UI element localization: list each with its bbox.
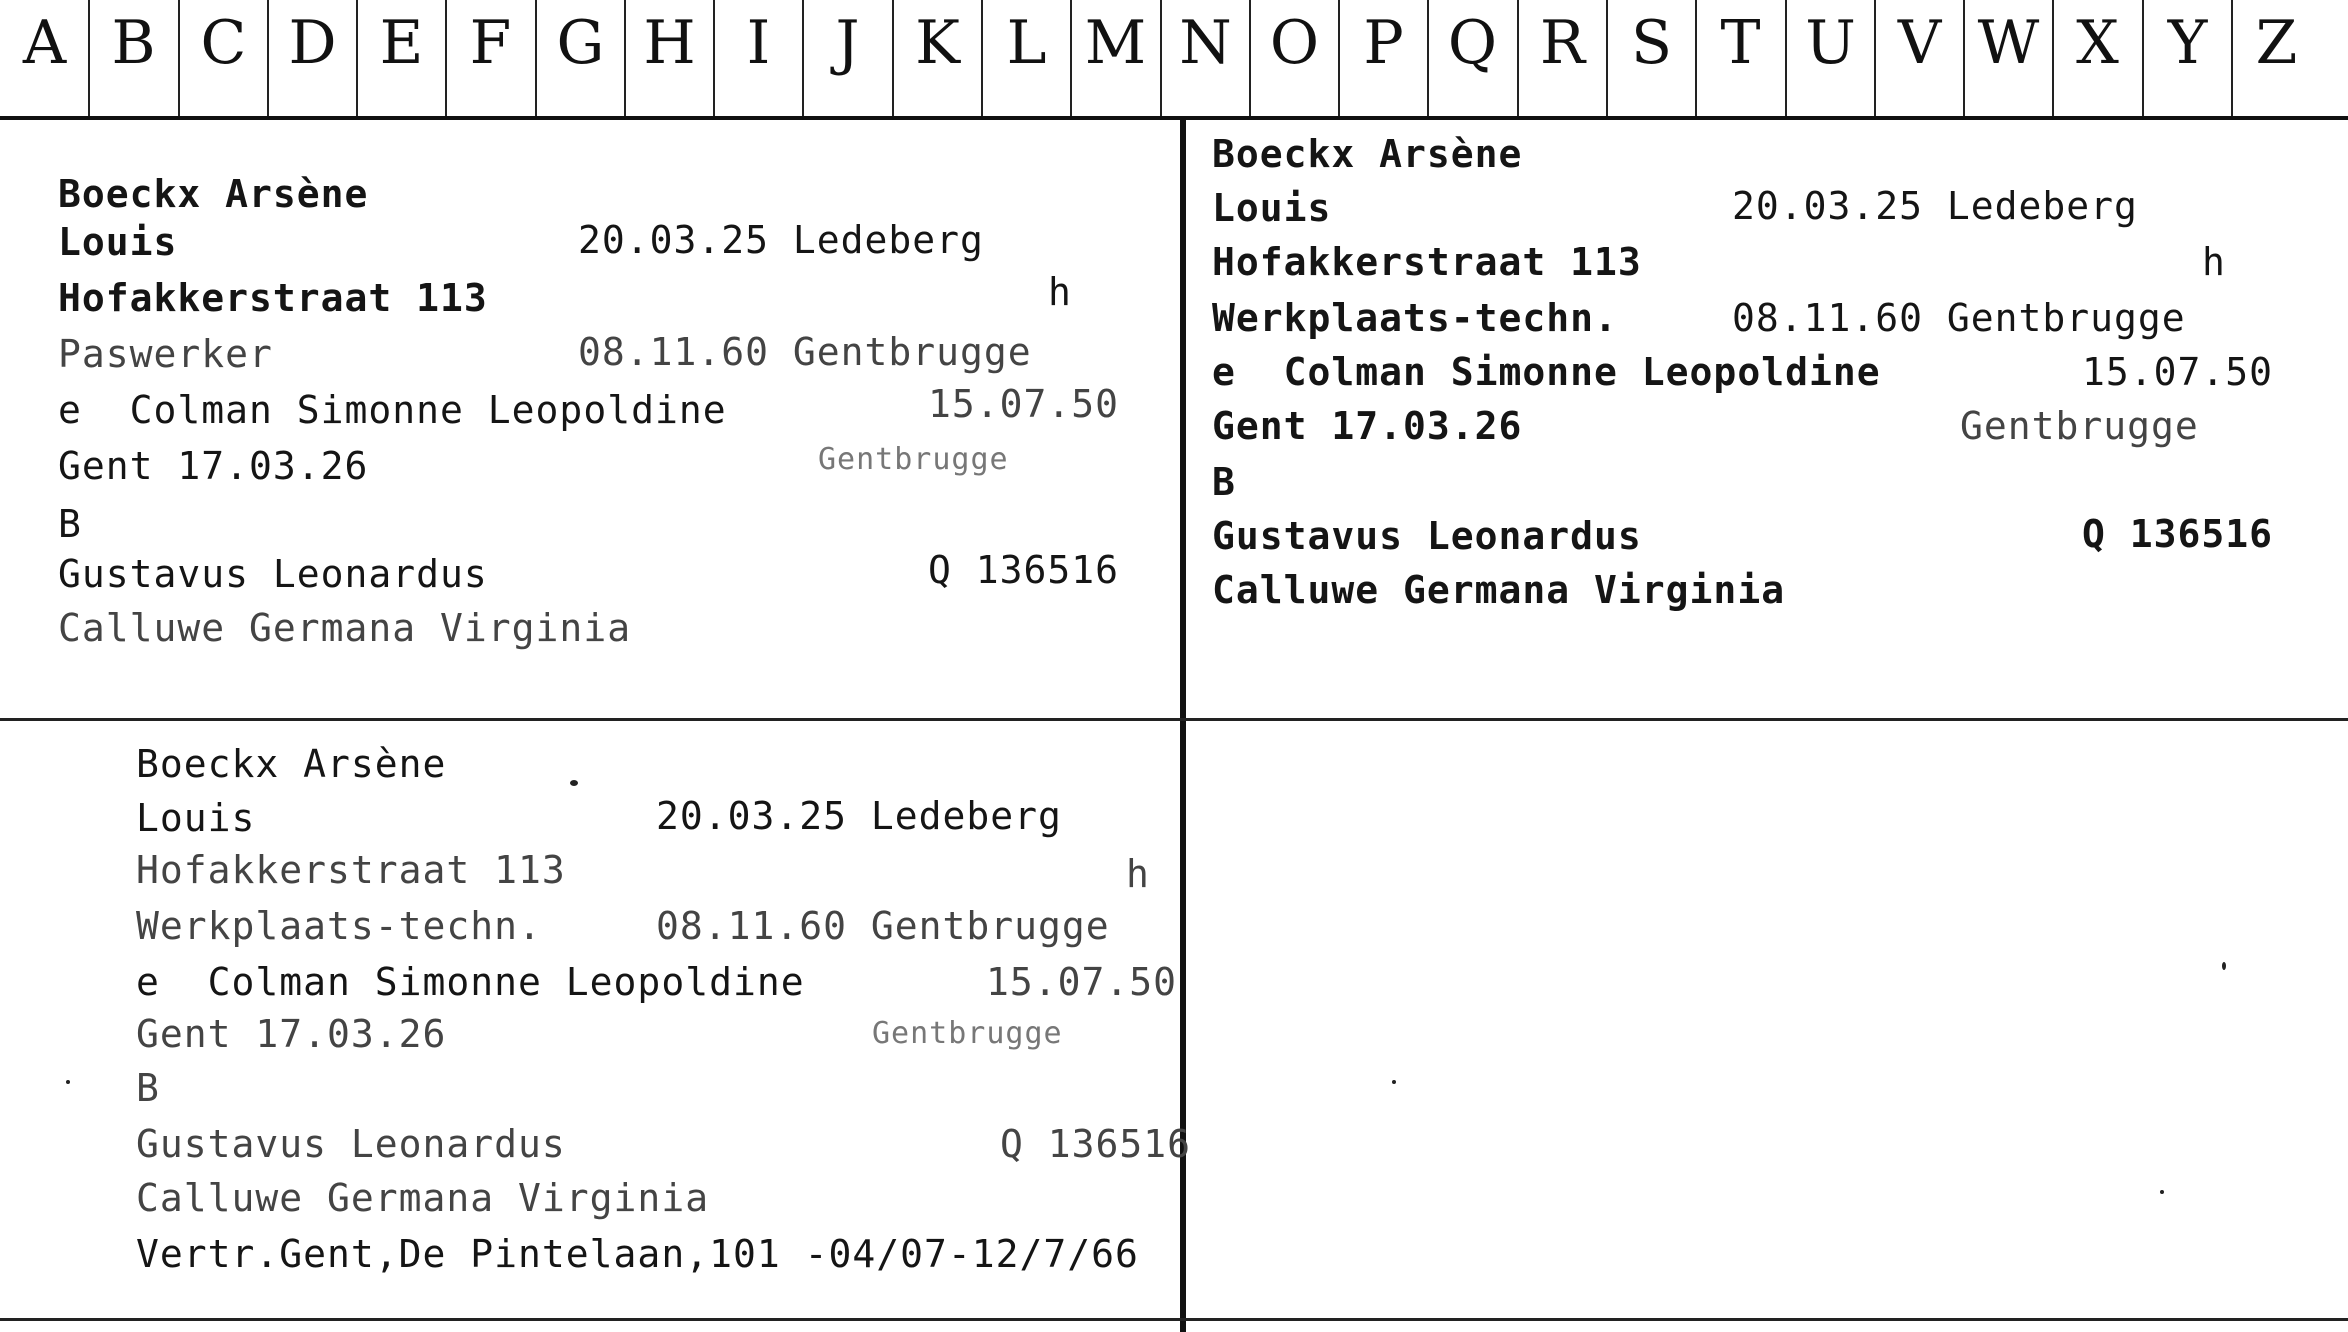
alphabet-separator [802, 0, 804, 116]
alphabet-letter-t: T [1720, 8, 1761, 78]
alphabet-separator [535, 0, 537, 116]
card-registration: 08.11.60 Gentbrugge [1732, 296, 2186, 340]
alphabet-letter-s: S [1630, 8, 1673, 78]
card-birth: 20.03.25 Ledeberg [1732, 184, 2138, 228]
card-address: Hofakkerstraat 113 [58, 276, 488, 320]
alphabet-separator [892, 0, 894, 116]
card-mother: Calluwe Germana Virginia [1212, 568, 1786, 612]
alphabet-separator [445, 0, 447, 116]
card-name: Boeckx Arsène [58, 172, 369, 216]
alphabet-separator [1785, 0, 1787, 116]
alphabet-separator [1338, 0, 1340, 116]
card-number: Q 136516 [928, 548, 1120, 592]
card-first-name: Louis [1212, 186, 1332, 230]
card-place: Gentbrugge [872, 1016, 1063, 1051]
card-father: Gustavus Leonardus [58, 552, 488, 596]
alphabet-letter-y: Y [2167, 8, 2208, 78]
alphabet-index-header [0, 0, 2348, 120]
alphabet-letter-f: F [469, 8, 512, 78]
alphabet-letter-m: M [1084, 8, 1147, 78]
card-birth: 20.03.25 Ledeberg [656, 794, 1062, 838]
card-marker: h [2202, 240, 2226, 284]
card-birthplace: Gent 17.03.26 [58, 444, 369, 488]
alphabet-letter-i: I [746, 8, 771, 78]
alphabet-letter-v: V [1897, 8, 1942, 78]
alphabet-letter-w: W [1977, 8, 2040, 78]
card-marker: h [1126, 852, 1150, 896]
card-mother: Calluwe Germana Virginia [136, 1176, 710, 1220]
card-father: Gustavus Leonardus [136, 1122, 566, 1166]
index-card-bottom-left [136, 742, 1192, 1312]
card-address: Hofakkerstraat 113 [136, 848, 566, 892]
alphabet-separator [624, 0, 626, 116]
scan-speck [2160, 1190, 2164, 1194]
card-occupation: Werkplaats-techn. [136, 904, 542, 948]
alphabet-letter-k: K [915, 8, 960, 78]
index-card-top-left [58, 172, 1158, 692]
card-birthplace: Gent 17.03.26 [1212, 404, 1523, 448]
card-occupation: Paswerker [58, 332, 273, 376]
card-place: Gentbrugge [1960, 404, 2199, 448]
alphabet-separator [2231, 0, 2233, 116]
alphabet-separator [267, 0, 269, 116]
card-marker: h [1048, 270, 1072, 314]
index-card-top-right [1212, 132, 2332, 652]
alphabet-letter-d: D [288, 8, 337, 78]
card-mother: Calluwe Germana Virginia [58, 606, 632, 650]
card-divider-bottom [0, 1318, 2348, 1321]
alphabet-letter-g: G [556, 8, 605, 78]
card-first-name: Louis [136, 796, 256, 840]
card-category: B [136, 1066, 160, 1110]
alphabet-separator [1606, 0, 1608, 116]
card-spouse: e Colman Simonne Leopoldine [1212, 350, 1881, 394]
card-registration: 08.11.60 Gentbrugge [656, 904, 1110, 948]
card-divider-horizontal [0, 718, 2348, 721]
alphabet-separator [1874, 0, 1876, 116]
card-name: Boeckx Arsène [1212, 132, 1523, 176]
alphabet-separator [981, 0, 983, 116]
card-spouse-date: 15.07.50 [2082, 350, 2274, 394]
alphabet-letter-b: B [111, 8, 156, 78]
alphabet-separator [2142, 0, 2144, 116]
card-number: Q 136516 [2082, 512, 2274, 556]
alphabet-separator [1517, 0, 1519, 116]
alphabet-letter-l: L [1006, 8, 1047, 78]
alphabet-letter-q: Q [1447, 8, 1498, 78]
card-spouse: e Colman Simonne Leopoldine [58, 388, 727, 432]
alphabet-separator [1695, 0, 1697, 116]
alphabet-separator [88, 0, 90, 116]
scan-speck [1392, 1080, 1396, 1084]
card-note: Vertr.Gent,De Pintelaan,101 -04/07-12/7/66 [136, 1232, 1139, 1276]
alphabet-letter-h: H [643, 8, 696, 78]
alphabet-separator [178, 0, 180, 116]
alphabet-letter-n: N [1179, 8, 1232, 78]
card-address: Hofakkerstraat 113 [1212, 240, 1642, 284]
scan-speck [2222, 962, 2226, 970]
card-spouse-date: 15.07.50 [928, 382, 1120, 426]
card-spouse-date: 15.07.50 [986, 960, 1178, 1004]
card-number: Q 136516 [1000, 1122, 1192, 1166]
alphabet-letter-x: X [2076, 8, 2119, 78]
alphabet-letter-a: A [22, 8, 67, 78]
alphabet-letter-e: E [379, 8, 424, 78]
card-birth: 20.03.25 Ledeberg [578, 218, 984, 262]
alphabet-separator [1963, 0, 1965, 116]
card-registration: 08.11.60 Gentbrugge [578, 330, 1032, 374]
alphabet-letter-z: Z [2255, 8, 2298, 78]
alphabet-separator [1070, 0, 1072, 116]
alphabet-letter-u: U [1805, 8, 1856, 78]
alphabet-letter-o: O [1269, 8, 1320, 78]
alphabet-separator [356, 0, 358, 116]
alphabet-separator [2052, 0, 2054, 116]
alphabet-separator [713, 0, 715, 116]
alphabet-letter-p: P [1363, 8, 1404, 78]
scan-speck [570, 780, 578, 786]
card-spouse: e Colman Simonne Leopoldine [136, 960, 805, 1004]
alphabet-letter-j: J [835, 8, 860, 78]
card-first-name: Louis [58, 220, 178, 264]
card-birthplace: Gent 17.03.26 [136, 1012, 447, 1056]
alphabet-separator [1427, 0, 1429, 116]
card-category: B [58, 502, 82, 546]
card-father: Gustavus Leonardus [1212, 514, 1642, 558]
card-name: Boeckx Arsène [136, 742, 447, 786]
card-place: Gentbrugge [818, 442, 1009, 477]
alphabet-letter-r: R [1539, 8, 1586, 78]
scan-speck [66, 1080, 70, 1084]
alphabet-separator [1160, 0, 1162, 116]
card-occupation: Werkplaats-techn. [1212, 296, 1618, 340]
alphabet-separator [1249, 0, 1251, 116]
card-category: B [1212, 460, 1236, 504]
alphabet-letter-c: C [200, 8, 247, 78]
